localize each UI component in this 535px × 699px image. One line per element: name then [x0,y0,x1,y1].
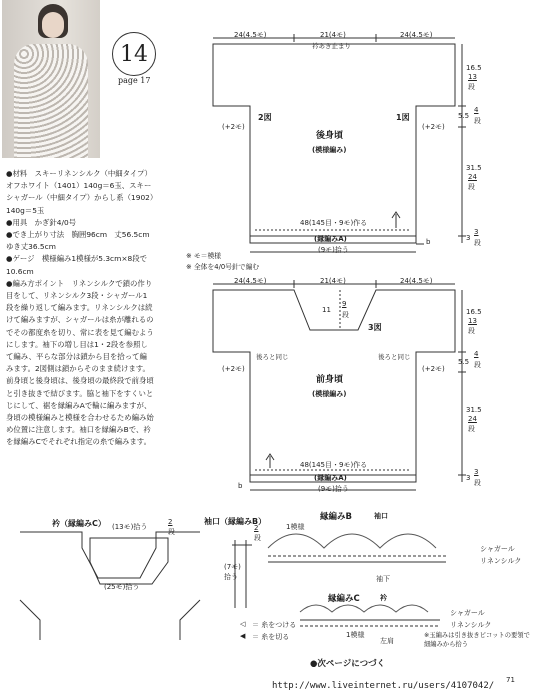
edgeb-under: 袖下 [376,575,390,583]
front-r4: 3 [466,474,471,482]
back-r1d: 段 [468,83,475,91]
back-bottom: (9モ)拾う [318,246,349,254]
front-r1: 16.5 [466,308,482,316]
edgec-rep: 1模様 [346,631,365,639]
pattern-number: 14 [112,32,156,76]
collar-top: (13モ)拾う [112,523,148,531]
legend-cut-icon: ◀ [240,632,246,640]
note-2: ※ 全体を4/0号針で編む [186,263,260,271]
cuff-title: 袖口（縁編みB） [204,517,267,526]
back-r4d: 段 [474,239,481,247]
back-top-mid: 21(4モ) [320,31,346,39]
collar-s: 2 [168,518,173,526]
back-plus-right: (+2モ) [422,123,445,131]
edgeb-l1: シャガール [480,545,515,553]
front-title: 前身頃 [316,375,344,385]
source-url: http://www.liveinternet.ru/users/4107042/ [272,681,495,691]
legend-attach: ＝ 糸をつける [252,621,297,629]
edgec-l1: シャガール [450,609,485,617]
edgec-sub: 衿 [380,594,387,602]
back-top-left: 24(4.5モ) [234,31,267,39]
front-r3d: 段 [468,425,475,433]
back-edge: (縁編みA) [314,235,347,243]
footer-continued: ●次ページにつづく [310,659,386,669]
cuff-side2: 拾う [224,573,238,581]
back-r3s: 24 [468,173,477,181]
cuff-s: 2 [254,524,259,532]
front-neck-s: 9 [342,300,347,308]
edgec-note: ※玉編みは引き抜きピコットの要領で細編みから拾う [424,632,530,648]
back-r4: 3 [466,234,471,242]
back-r2d: 段 [474,117,481,125]
front-subtitle: (模様編み) [312,390,347,398]
back-r2: 5.5 [458,112,470,120]
back-fig-left: 2図 [258,113,272,122]
back-r2s: 4 [474,106,479,114]
collar-bottom: (25モ)拾う [104,583,140,591]
front-r2: 5.5 [458,358,470,366]
edgeb-rep: 1模様 [286,523,305,531]
front-r4s: 3 [474,468,479,476]
front-r2s: 4 [474,350,479,358]
front-top-right: 24(4.5モ) [400,277,433,285]
front-r1s: 13 [468,317,477,325]
front-neck-d: 段 [342,311,349,319]
front-r3: 31.5 [466,406,482,414]
page-number: 71 [506,676,515,684]
back-r1s: 13 [468,73,477,81]
edgeb-l2: リネンシルク [480,557,522,565]
edgeb-title: 縁編みB [320,512,352,522]
back-r3d: 段 [468,183,475,191]
legend-cut: ＝ 糸を切る [252,633,290,641]
back-neck-note: 衿あき止まり [312,42,351,50]
front-same-left: 後ろと同じ [256,353,289,361]
front-r4d: 段 [474,479,481,487]
front-fig: 3図 [368,323,382,332]
back-r4s: 3 [474,228,479,236]
front-arrow-label: b [238,482,243,490]
front-same-right: 後ろと同じ [378,353,411,361]
back-chain: 48(145目・9モ)作る [300,219,368,227]
edgeb-sub: 袖口 [374,512,388,520]
cuff-side: (7モ) [224,563,241,571]
front-plus-right: (+2モ) [422,365,445,373]
collar-title: 衿（縁編みC） [52,519,106,528]
front-top-mid: 21(4モ) [320,277,346,285]
edgec-title: 縁編みC [328,594,360,604]
back-plus-left: (+2モ) [222,123,245,131]
back-arrow-label: b [426,238,431,246]
edgec-l2: リネンシルク [450,621,492,629]
front-r3s: 24 [468,415,477,423]
page-ref: page 17 [118,76,151,85]
back-r1: 16.5 [466,64,482,72]
front-plus-left: (+2モ) [222,365,245,373]
front-bottom: (9モ)拾う [318,485,349,493]
note-1: ※ モ＝模様 [186,252,222,260]
back-subtitle: (模様編み) [312,146,347,154]
front-r2d: 段 [474,361,481,369]
back-top-right: 24(4.5モ) [400,31,433,39]
back-title: 後身頃 [316,131,344,141]
cuff-d: 段 [254,534,261,542]
back-fig-right: 1図 [396,113,410,122]
collar-d: 段 [168,528,175,536]
front-top-left: 24(4.5モ) [234,277,267,285]
back-r3: 31.5 [466,164,482,172]
front-edge: (縁編みA) [314,474,347,482]
front-chain: 48(145目・9モ)作る [300,461,368,469]
front-neck-depth: 11 [322,306,331,314]
legend-attach-icon: ◁ [240,620,246,628]
edgec-shoulder: 左肩 [380,637,394,645]
materials-text: ●材料 スキーリネンシルク（中細タイプ）オフホワイト（1401）140g＝6玉、スキーシャガール（中細タイプ）からし系（1902）140g＝5玉 ●用具 かぎ針4/0号 ●でき上がり寸法 胸囲96cm 丈56.5cm ゆき丈36.5cm ●ゲージ 模様編み1模様が5.3cm×8段で10.6cm ●編み方ポイント リネンシルクで鎖の作り目をして、リネンシルク3段・シャガール1段を繰り返して編みます。リネンシルクは続けて編みますが、シャガールは糸が離れるのでその都度糸を切り、常に表を見て編むようにします。袖下の増し目は1・2段を参照して編み、平らな部分は鎖から目を拾って編みます。2図側は鎖からそのまま続けます。前身頃と後身頃は、後身頃の最終段で前身頃と引き抜きで結びます。脇と袖下をすくいとじにして、裾を縁編みAで輪に編みますが、身頃の模様編みと模様を合わせるため編み始め位置に注意します。袖口を縁編みBで、衿を縁編みCでそれぞれ指定の糸で編みます。 [6,169,157,447]
front-r1d: 段 [468,327,475,335]
